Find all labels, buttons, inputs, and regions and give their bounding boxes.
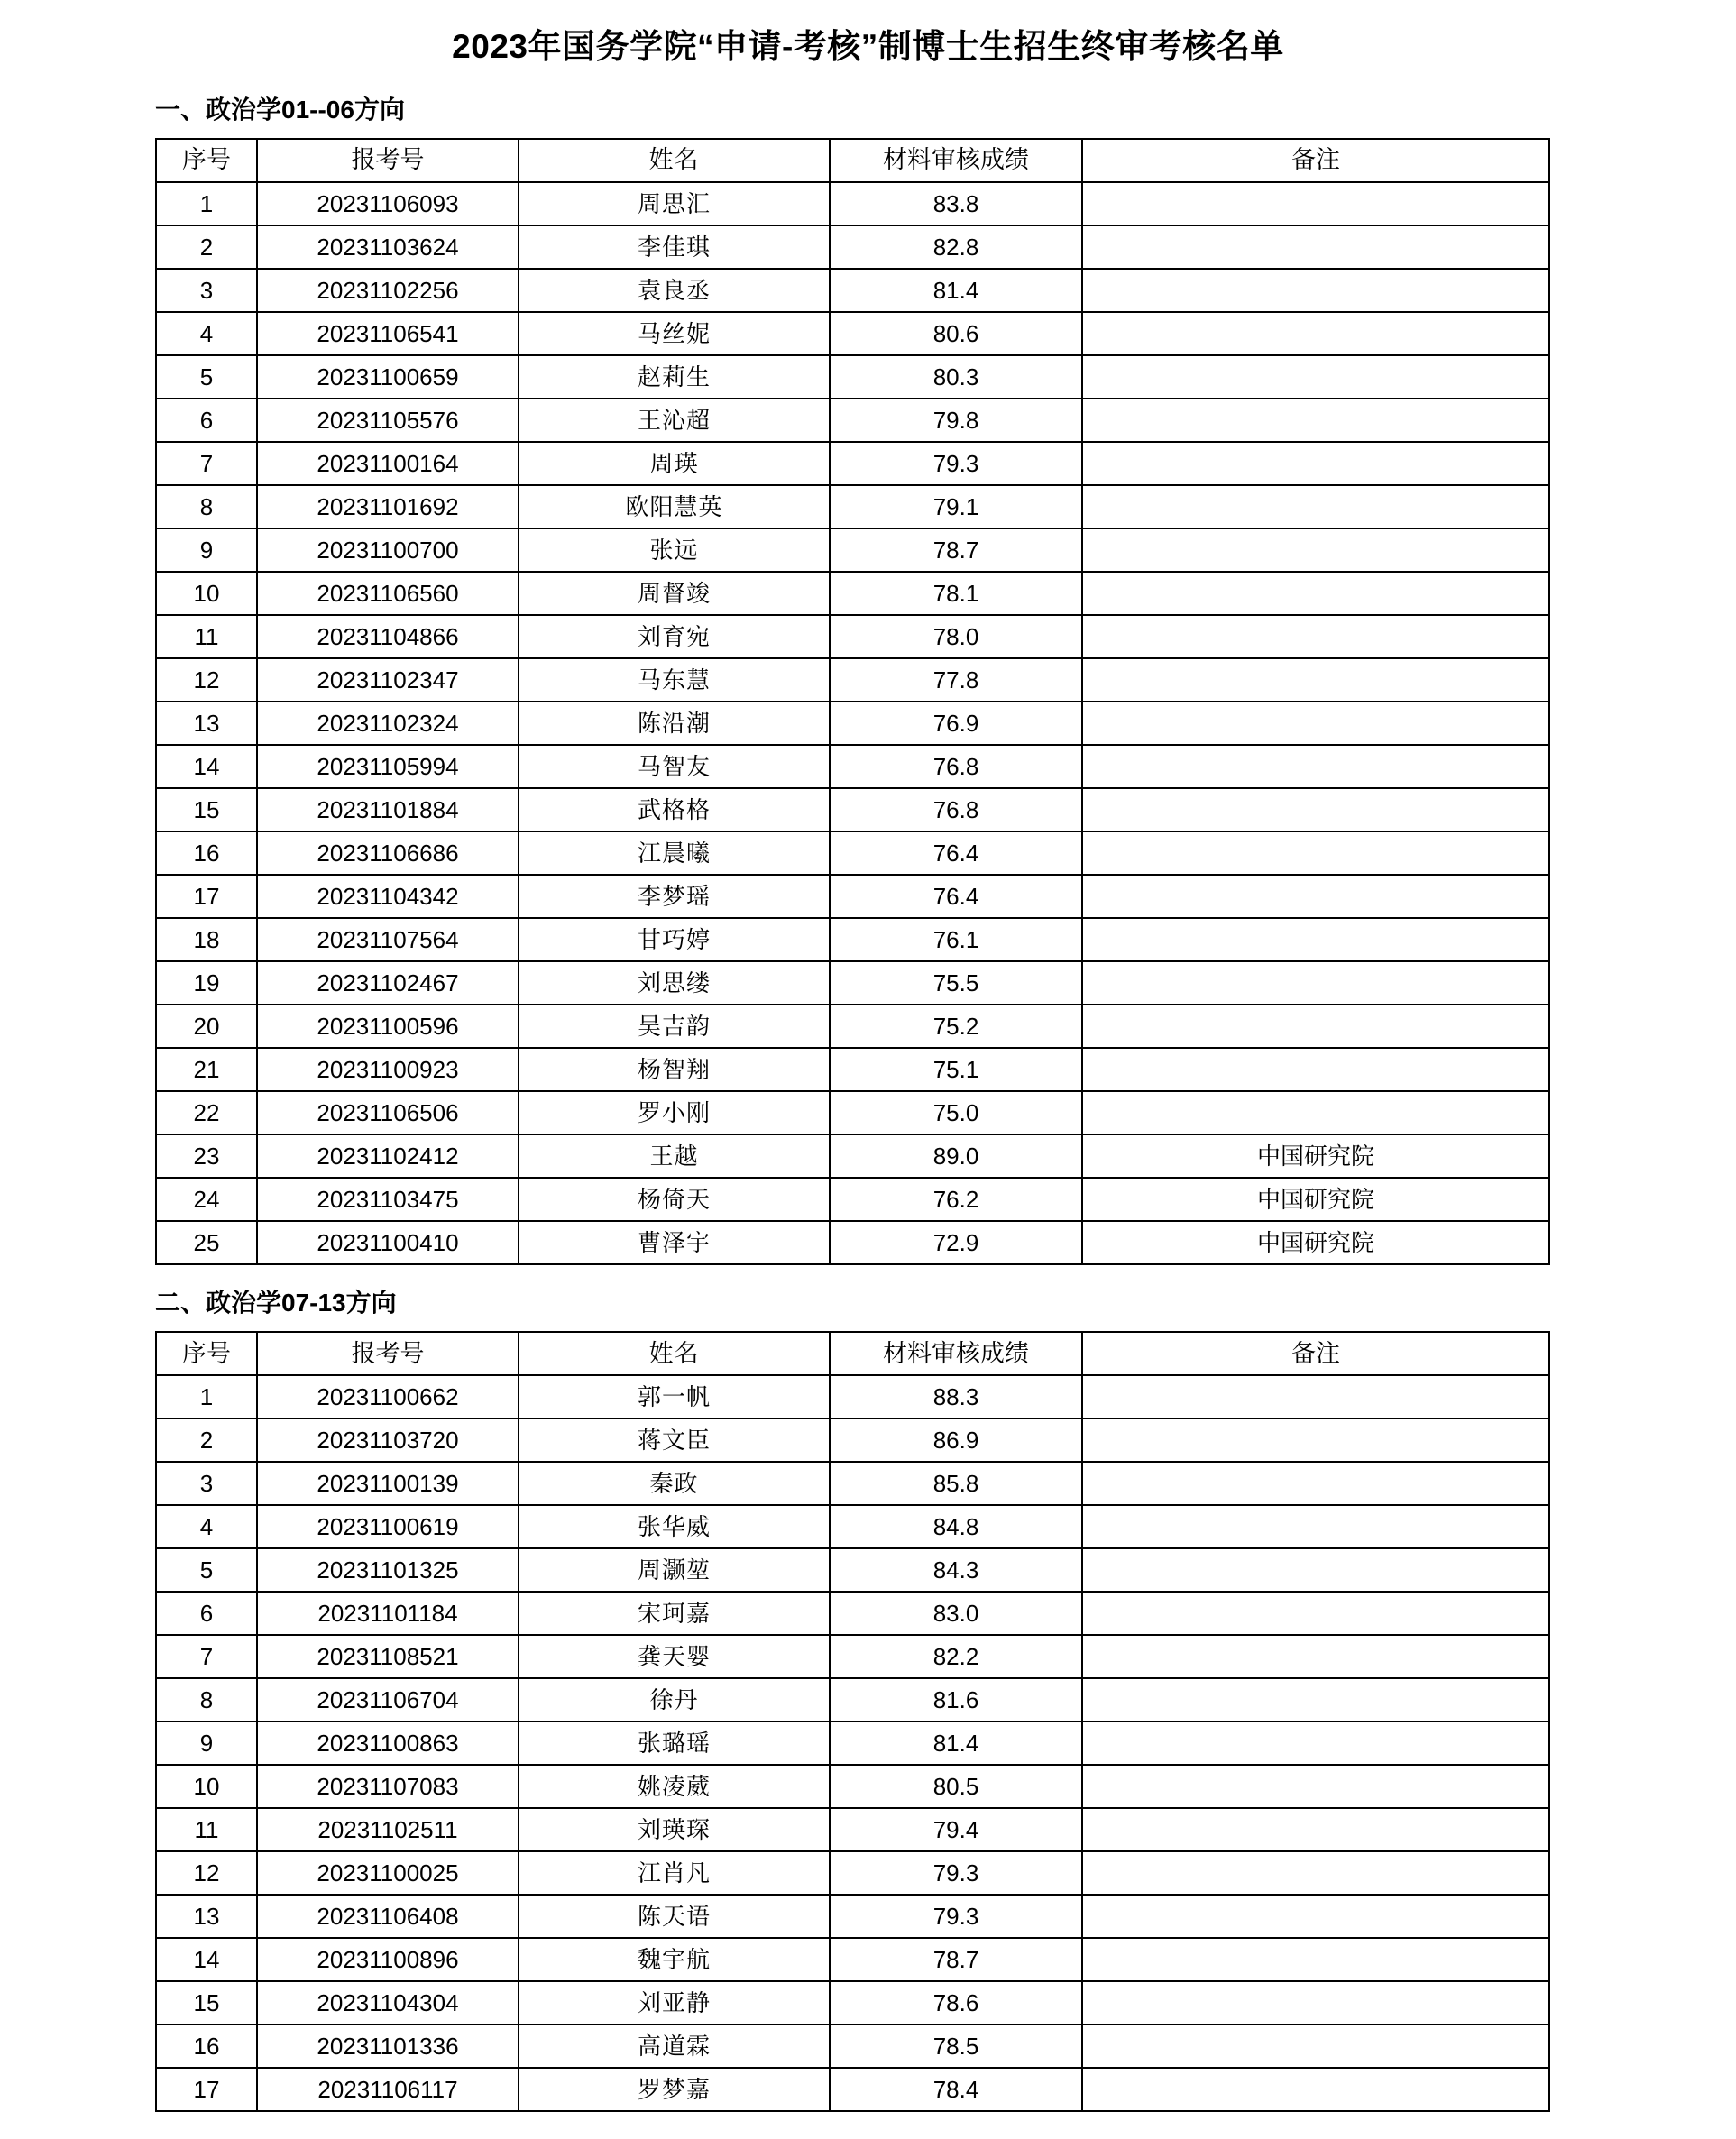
cell-no: 20231100025 xyxy=(257,1851,519,1895)
table-row xyxy=(156,1678,1549,1721)
cell-score: 84.3 xyxy=(830,1548,1082,1592)
cell-index: 16 xyxy=(156,2024,257,2068)
cell-no: 20231100596 xyxy=(257,1005,519,1048)
cell-no: 20231106686 xyxy=(257,831,519,875)
cell-score: 79.3 xyxy=(830,1851,1082,1895)
cell-score: 80.3 xyxy=(830,355,1082,399)
cell-index: 18 xyxy=(156,918,257,961)
cell-index: 8 xyxy=(156,1678,257,1721)
cell-remark xyxy=(1082,2068,1549,2111)
cell-index: 14 xyxy=(156,745,257,788)
cell-no: 20231100923 xyxy=(257,1048,519,1091)
cell-remark xyxy=(1082,1048,1549,1091)
cell-no: 20231101692 xyxy=(257,485,519,528)
cell-score: 76.8 xyxy=(830,788,1082,831)
cell-index: 25 xyxy=(156,1221,257,1264)
cell-remark xyxy=(1082,702,1549,745)
cell-score: 75.1 xyxy=(830,1048,1082,1091)
cell-no: 20231100164 xyxy=(257,442,519,485)
cell-no: 20231107564 xyxy=(257,918,519,961)
cell-no: 20231101884 xyxy=(257,788,519,831)
cell-index: 16 xyxy=(156,831,257,875)
table-row xyxy=(156,831,1549,875)
cell-remark: 中国研究院 xyxy=(1082,1134,1549,1178)
cell-index: 17 xyxy=(156,875,257,918)
cell-remark xyxy=(1082,745,1549,788)
cell-score: 77.8 xyxy=(830,658,1082,702)
cell-score: 83.8 xyxy=(830,182,1082,225)
cell-index: 4 xyxy=(156,1505,257,1548)
cell-remark xyxy=(1082,1765,1549,1808)
table-row xyxy=(156,312,1549,355)
cell-score: 78.0 xyxy=(830,615,1082,658)
cell-index: 5 xyxy=(156,355,257,399)
cell-score: 88.3 xyxy=(830,1375,1082,1418)
cell-remark xyxy=(1082,2024,1549,2068)
cell-name: 江晨曦 xyxy=(519,831,830,875)
cell-score: 89.0 xyxy=(830,1134,1082,1178)
table-row xyxy=(156,1592,1549,1635)
cell-no: 20231106704 xyxy=(257,1678,519,1721)
cell-name: 曹泽宇 xyxy=(519,1221,830,1264)
cell-remark xyxy=(1082,831,1549,875)
cell-index: 15 xyxy=(156,1981,257,2024)
cell-remark xyxy=(1082,1981,1549,2024)
cell-no: 20231101336 xyxy=(257,2024,519,2068)
cell-index: 22 xyxy=(156,1091,257,1134)
cell-remark: 中国研究院 xyxy=(1082,1221,1549,1264)
table-row xyxy=(156,1005,1549,1048)
cell-name: 赵莉生 xyxy=(519,355,830,399)
cell-name: 甘巧婷 xyxy=(519,918,830,961)
cell-score: 81.4 xyxy=(830,1721,1082,1765)
column-header-name: 姓名 xyxy=(519,1332,830,1375)
cell-no: 20231100410 xyxy=(257,1221,519,1264)
cell-remark xyxy=(1082,918,1549,961)
cell-remark xyxy=(1082,788,1549,831)
cell-no: 20231100863 xyxy=(257,1721,519,1765)
cell-remark xyxy=(1082,1005,1549,1048)
cell-score: 79.4 xyxy=(830,1808,1082,1851)
section-heading: 一、政治学01--06方向 xyxy=(155,96,405,124)
cell-remark xyxy=(1082,312,1549,355)
cell-index: 8 xyxy=(156,485,257,528)
cell-remark xyxy=(1082,1505,1549,1548)
cell-index: 17 xyxy=(156,2068,257,2111)
table-row xyxy=(156,658,1549,702)
table-row xyxy=(156,269,1549,312)
cell-score: 76.2 xyxy=(830,1178,1082,1221)
cell-name: 高道霖 xyxy=(519,2024,830,2068)
cell-name: 宋珂嘉 xyxy=(519,1592,830,1635)
cell-index: 11 xyxy=(156,1808,257,1851)
cell-remark: 中国研究院 xyxy=(1082,1178,1549,1221)
cell-remark xyxy=(1082,1462,1549,1505)
cell-name: 张华威 xyxy=(519,1505,830,1548)
table-row xyxy=(156,1938,1549,1981)
cell-name: 袁良丞 xyxy=(519,269,830,312)
cell-remark xyxy=(1082,442,1549,485)
cell-name: 周瑛 xyxy=(519,442,830,485)
cell-no: 20231102511 xyxy=(257,1808,519,1851)
cell-index: 1 xyxy=(156,1375,257,1418)
table-row xyxy=(156,1134,1549,1178)
cell-index: 13 xyxy=(156,702,257,745)
cell-name: 李梦瑶 xyxy=(519,875,830,918)
column-header-index: 序号 xyxy=(156,1332,257,1375)
table-row xyxy=(156,1548,1549,1592)
cell-no: 20231102412 xyxy=(257,1134,519,1178)
cell-index: 19 xyxy=(156,961,257,1005)
cell-name: 刘亚静 xyxy=(519,1981,830,2024)
table-row xyxy=(156,788,1549,831)
cell-score: 78.4 xyxy=(830,2068,1082,2111)
cell-no: 20231100896 xyxy=(257,1938,519,1981)
cell-no: 20231104304 xyxy=(257,1981,519,2024)
cell-name: 江肖凡 xyxy=(519,1851,830,1895)
table-row xyxy=(156,1418,1549,1462)
roster-section xyxy=(0,92,1736,1265)
cell-no: 20231102467 xyxy=(257,961,519,1005)
cell-no: 20231104866 xyxy=(257,615,519,658)
cell-index: 23 xyxy=(156,1134,257,1178)
cell-name: 周灏堃 xyxy=(519,1548,830,1592)
table-row xyxy=(156,1635,1549,1678)
table-row xyxy=(156,182,1549,225)
cell-index: 6 xyxy=(156,1592,257,1635)
cell-name: 陈沿潮 xyxy=(519,702,830,745)
cell-name: 杨智翔 xyxy=(519,1048,830,1091)
cell-remark xyxy=(1082,615,1549,658)
cell-name: 蒋文臣 xyxy=(519,1418,830,1462)
table-row xyxy=(156,1981,1549,2024)
cell-remark xyxy=(1082,1635,1549,1678)
cell-name: 罗梦嘉 xyxy=(519,2068,830,2111)
cell-name: 王越 xyxy=(519,1134,830,1178)
cell-score: 82.2 xyxy=(830,1635,1082,1678)
table-row xyxy=(156,745,1549,788)
cell-name: 周思汇 xyxy=(519,182,830,225)
cell-remark xyxy=(1082,1721,1549,1765)
cell-no: 20231108521 xyxy=(257,1635,519,1678)
cell-name: 秦政 xyxy=(519,1462,830,1505)
cell-no: 20231100659 xyxy=(257,355,519,399)
cell-score: 78.5 xyxy=(830,2024,1082,2068)
cell-index: 21 xyxy=(156,1048,257,1091)
cell-index: 11 xyxy=(156,615,257,658)
cell-remark xyxy=(1082,399,1549,442)
cell-name: 马丝妮 xyxy=(519,312,830,355)
cell-score: 84.8 xyxy=(830,1505,1082,1548)
cell-index: 12 xyxy=(156,658,257,702)
cell-index: 9 xyxy=(156,1721,257,1765)
cell-score: 83.0 xyxy=(830,1592,1082,1635)
cell-remark xyxy=(1082,1418,1549,1462)
cell-remark xyxy=(1082,485,1549,528)
cell-no: 20231105576 xyxy=(257,399,519,442)
column-header-name: 姓名 xyxy=(519,139,830,182)
cell-score: 76.4 xyxy=(830,875,1082,918)
cell-remark xyxy=(1082,182,1549,225)
cell-score: 76.4 xyxy=(830,831,1082,875)
cell-remark xyxy=(1082,1091,1549,1134)
cell-index: 20 xyxy=(156,1005,257,1048)
column-header-remark: 备注 xyxy=(1082,139,1549,182)
roster-table-wrapper xyxy=(155,138,1548,1265)
cell-no: 20231100139 xyxy=(257,1462,519,1505)
roster-table-wrapper xyxy=(155,1331,1548,2112)
cell-name: 姚凌葳 xyxy=(519,1765,830,1808)
cell-remark xyxy=(1082,1938,1549,1981)
cell-name: 吴吉韵 xyxy=(519,1005,830,1048)
table-row xyxy=(156,355,1549,399)
cell-index: 6 xyxy=(156,399,257,442)
table-row xyxy=(156,442,1549,485)
cell-no: 20231104342 xyxy=(257,875,519,918)
cell-score: 76.9 xyxy=(830,702,1082,745)
table-row xyxy=(156,485,1549,528)
table-header-row xyxy=(156,139,1549,182)
cell-no: 20231101325 xyxy=(257,1548,519,1592)
table-header-row xyxy=(156,1332,1549,1375)
cell-remark xyxy=(1082,961,1549,1005)
cell-remark xyxy=(1082,269,1549,312)
cell-index: 15 xyxy=(156,788,257,831)
table-row xyxy=(156,1808,1549,1851)
cell-remark xyxy=(1082,1678,1549,1721)
table-row xyxy=(156,918,1549,961)
cell-name: 马智友 xyxy=(519,745,830,788)
cell-name: 罗小刚 xyxy=(519,1091,830,1134)
cell-no: 20231106117 xyxy=(257,2068,519,2111)
cell-score: 75.0 xyxy=(830,1091,1082,1134)
table-row xyxy=(156,1851,1549,1895)
cell-index: 14 xyxy=(156,1938,257,1981)
cell-remark xyxy=(1082,1851,1549,1895)
cell-name: 魏宇航 xyxy=(519,1938,830,1981)
table-row xyxy=(156,1221,1549,1264)
column-header-material-score: 材料审核成绩 xyxy=(830,139,1082,182)
cell-score: 81.4 xyxy=(830,269,1082,312)
cell-no: 20231106093 xyxy=(257,182,519,225)
cell-name: 马东慧 xyxy=(519,658,830,702)
cell-index: 3 xyxy=(156,269,257,312)
cell-no: 20231102256 xyxy=(257,269,519,312)
table-row xyxy=(156,1505,1549,1548)
cell-index: 2 xyxy=(156,225,257,269)
column-header-material-score: 材料审核成绩 xyxy=(830,1332,1082,1375)
cell-name: 王沁超 xyxy=(519,399,830,442)
cell-score: 80.5 xyxy=(830,1765,1082,1808)
cell-score: 76.8 xyxy=(830,745,1082,788)
cell-name: 刘瑛琛 xyxy=(519,1808,830,1851)
table-row xyxy=(156,2068,1549,2111)
cell-score: 80.6 xyxy=(830,312,1082,355)
table-row xyxy=(156,615,1549,658)
cell-index: 7 xyxy=(156,1635,257,1678)
table-row xyxy=(156,1091,1549,1134)
cell-score: 79.3 xyxy=(830,1895,1082,1938)
cell-no: 20231105994 xyxy=(257,745,519,788)
table-row xyxy=(156,1895,1549,1938)
cell-no: 20231101184 xyxy=(257,1592,519,1635)
cell-name: 张远 xyxy=(519,528,830,572)
cell-score: 81.6 xyxy=(830,1678,1082,1721)
cell-remark xyxy=(1082,1895,1549,1938)
sections-container xyxy=(0,92,1736,2112)
table-row xyxy=(156,702,1549,745)
cell-score: 79.8 xyxy=(830,399,1082,442)
cell-score: 78.6 xyxy=(830,1981,1082,2024)
column-header-application-no: 报考号 xyxy=(257,139,519,182)
page-title: 2023年国务学院“申请-考核”制博士生招生终审考核名单 xyxy=(452,28,1284,65)
cell-index: 5 xyxy=(156,1548,257,1592)
cell-index: 4 xyxy=(156,312,257,355)
cell-score: 78.1 xyxy=(830,572,1082,615)
cell-remark xyxy=(1082,1548,1549,1592)
roster-section xyxy=(0,1285,1736,2112)
column-header-index: 序号 xyxy=(156,139,257,182)
cell-score: 82.8 xyxy=(830,225,1082,269)
roster-table xyxy=(155,1331,1550,2112)
cell-index: 1 xyxy=(156,182,257,225)
roster-table xyxy=(155,138,1550,1265)
cell-name: 杨倚天 xyxy=(519,1178,830,1221)
cell-no: 20231100700 xyxy=(257,528,519,572)
table-row xyxy=(156,1048,1549,1091)
cell-index: 12 xyxy=(156,1851,257,1895)
cell-index: 9 xyxy=(156,528,257,572)
cell-no: 20231102324 xyxy=(257,702,519,745)
cell-index: 10 xyxy=(156,1765,257,1808)
cell-index: 10 xyxy=(156,572,257,615)
cell-remark xyxy=(1082,355,1549,399)
cell-no: 20231103624 xyxy=(257,225,519,269)
table-row xyxy=(156,225,1549,269)
cell-index: 13 xyxy=(156,1895,257,1938)
cell-score: 78.7 xyxy=(830,1938,1082,1981)
cell-index: 3 xyxy=(156,1462,257,1505)
table-row xyxy=(156,1178,1549,1221)
cell-name: 欧阳慧英 xyxy=(519,485,830,528)
cell-no: 20231106506 xyxy=(257,1091,519,1134)
cell-remark xyxy=(1082,1375,1549,1418)
table-row xyxy=(156,1462,1549,1505)
cell-remark xyxy=(1082,875,1549,918)
cell-score: 85.8 xyxy=(830,1462,1082,1505)
table-row xyxy=(156,1375,1549,1418)
table-row xyxy=(156,2024,1549,2068)
cell-score: 75.5 xyxy=(830,961,1082,1005)
cell-score: 78.7 xyxy=(830,528,1082,572)
cell-remark xyxy=(1082,225,1549,269)
cell-no: 20231106408 xyxy=(257,1895,519,1938)
cell-no: 20231102347 xyxy=(257,658,519,702)
cell-no: 20231106541 xyxy=(257,312,519,355)
cell-remark xyxy=(1082,1808,1549,1851)
cell-name: 刘育宛 xyxy=(519,615,830,658)
cell-no: 20231103475 xyxy=(257,1178,519,1221)
cell-remark xyxy=(1082,572,1549,615)
cell-no: 20231103720 xyxy=(257,1418,519,1462)
cell-remark xyxy=(1082,528,1549,572)
cell-no: 20231106560 xyxy=(257,572,519,615)
table-row xyxy=(156,528,1549,572)
cell-name: 李佳琪 xyxy=(519,225,830,269)
cell-index: 24 xyxy=(156,1178,257,1221)
cell-name: 刘思缕 xyxy=(519,961,830,1005)
cell-score: 86.9 xyxy=(830,1418,1082,1462)
table-row xyxy=(156,572,1549,615)
cell-name: 陈天语 xyxy=(519,1895,830,1938)
cell-score: 72.9 xyxy=(830,1221,1082,1264)
cell-name: 龚天婴 xyxy=(519,1635,830,1678)
cell-index: 2 xyxy=(156,1418,257,1462)
cell-score: 75.2 xyxy=(830,1005,1082,1048)
column-header-application-no: 报考号 xyxy=(257,1332,519,1375)
cell-no: 20231100662 xyxy=(257,1375,519,1418)
cell-name: 郭一帆 xyxy=(519,1375,830,1418)
table-row xyxy=(156,399,1549,442)
cell-remark xyxy=(1082,658,1549,702)
table-row xyxy=(156,961,1549,1005)
cell-remark xyxy=(1082,1592,1549,1635)
cell-name: 周督竣 xyxy=(519,572,830,615)
cell-no: 20231100619 xyxy=(257,1505,519,1548)
column-header-remark: 备注 xyxy=(1082,1332,1549,1375)
cell-score: 79.1 xyxy=(830,485,1082,528)
cell-score: 76.1 xyxy=(830,918,1082,961)
table-row xyxy=(156,1765,1549,1808)
cell-no: 20231107083 xyxy=(257,1765,519,1808)
cell-score: 79.3 xyxy=(830,442,1082,485)
cell-index: 7 xyxy=(156,442,257,485)
table-row xyxy=(156,875,1549,918)
section-heading: 二、政治学07-13方向 xyxy=(155,1289,397,1317)
table-row xyxy=(156,1721,1549,1765)
cell-name: 武格格 xyxy=(519,788,830,831)
cell-name: 徐丹 xyxy=(519,1678,830,1721)
cell-name: 张璐瑶 xyxy=(519,1721,830,1765)
